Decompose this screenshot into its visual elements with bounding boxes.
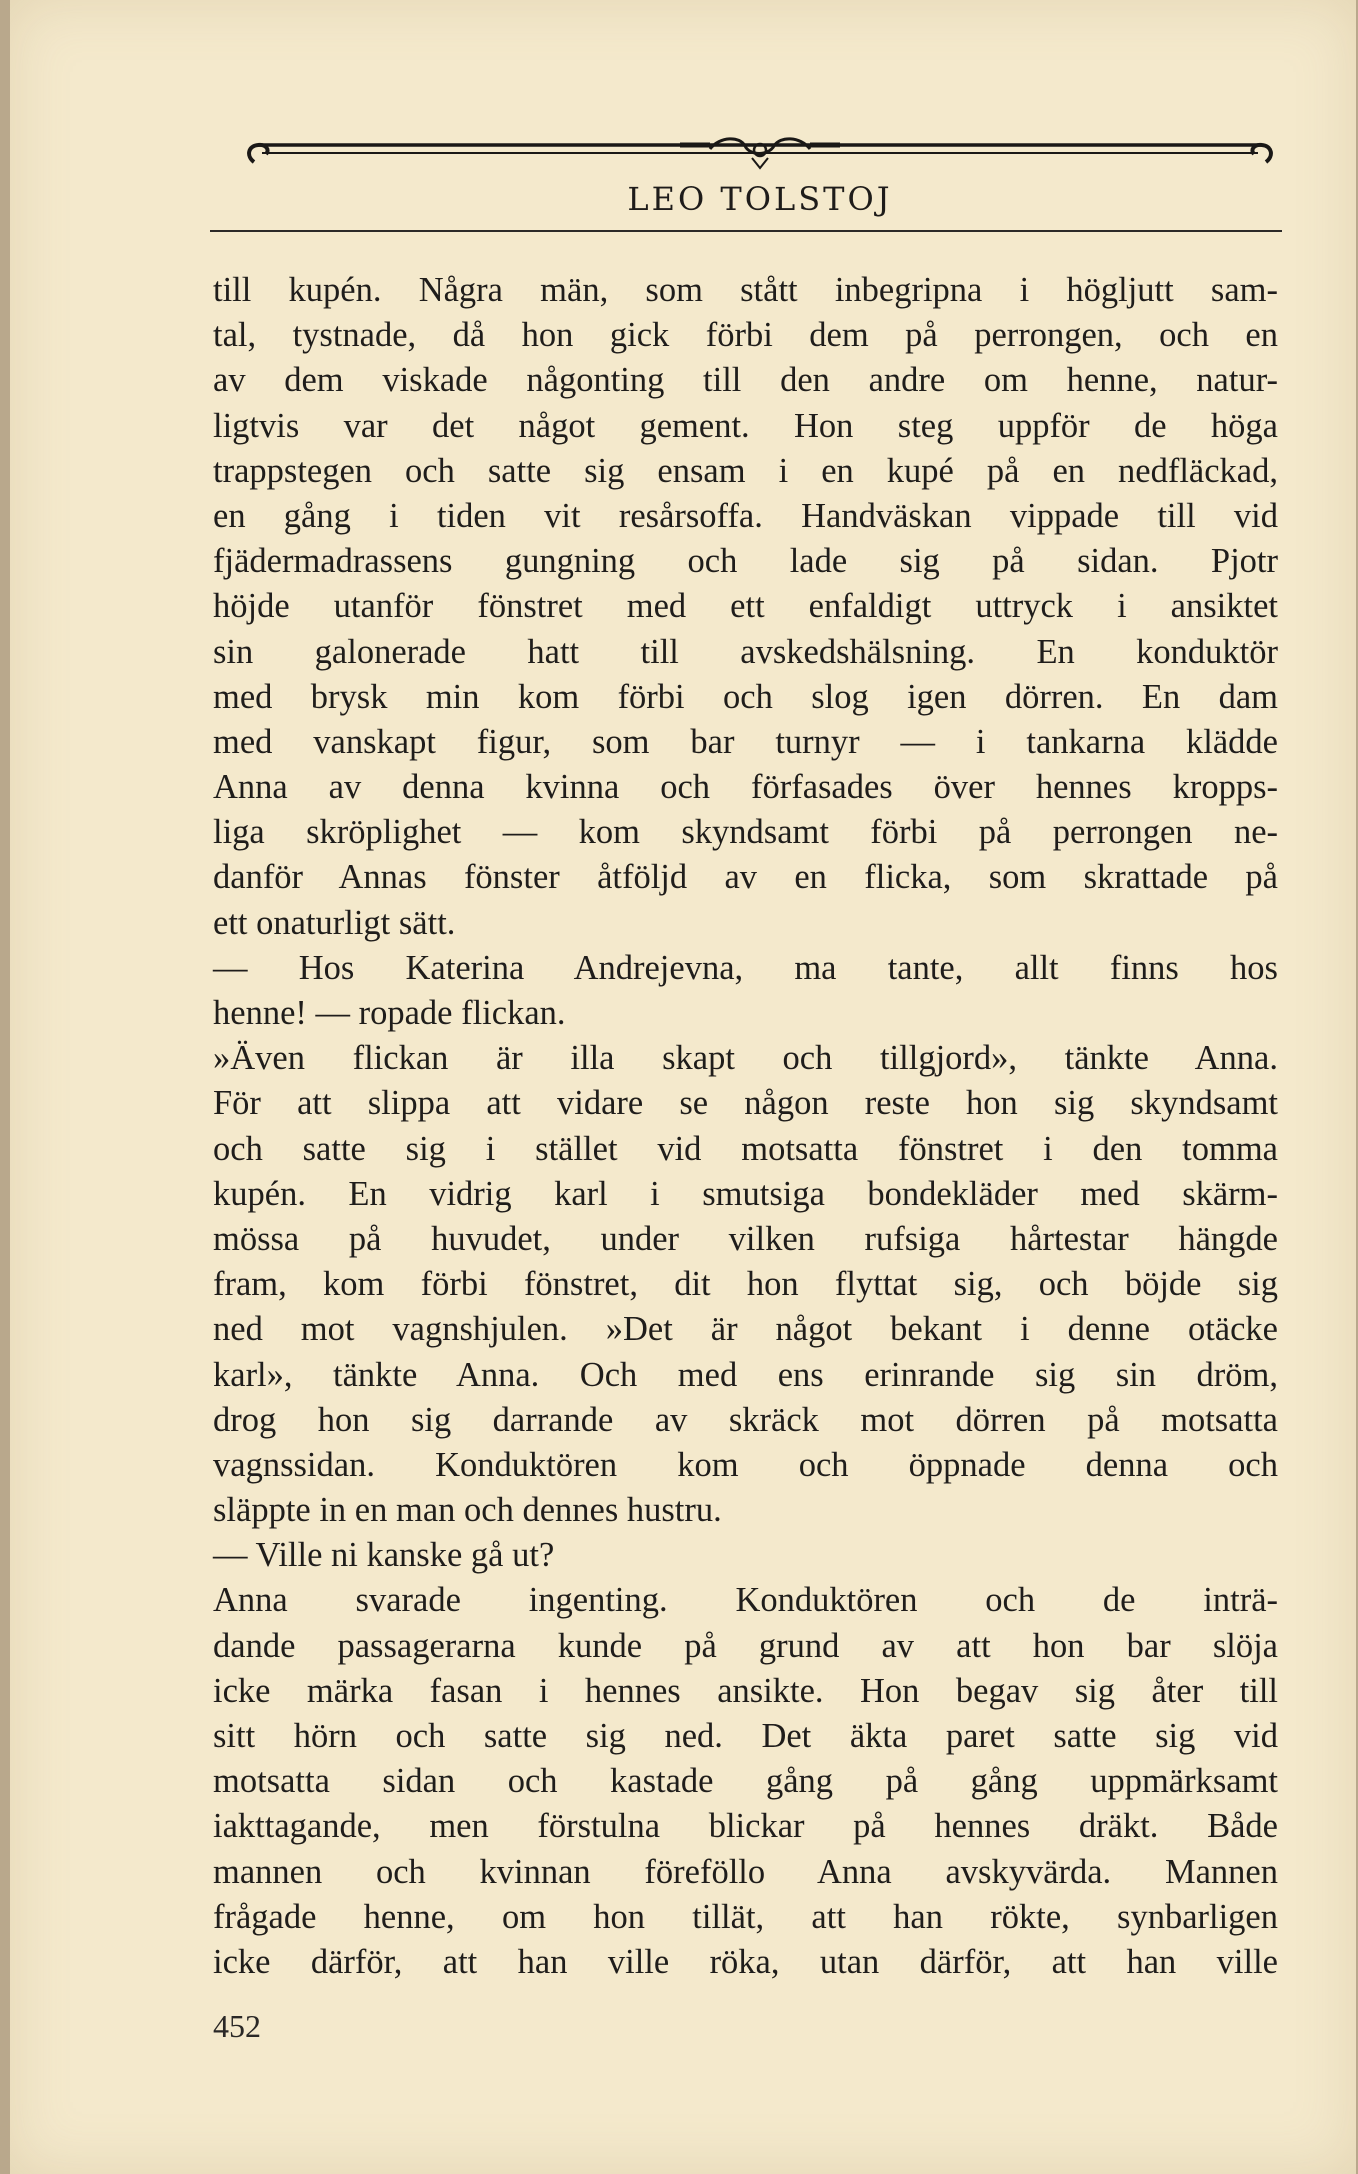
text-line: till kupén. Några män, som stått inbegripna i högljutt sam- — [213, 271, 1278, 309]
text-line: henne! — ropade flickan. — [213, 994, 566, 1032]
text-line: höjde utanför fönstret med ett enfaldigt uttryck i ansiktet — [213, 587, 1278, 626]
text-line: sitt hörn och satte sig ned. Det äkta paret satte sig vid — [213, 1717, 1278, 1755]
text-line: Anna av denna kvinna och förfasades över hennes kropps- — [213, 768, 1278, 807]
header-divider — [210, 230, 1282, 232]
text-line: — Hos Katerina Andrejevna, ma tante, allt finns hos — [213, 948, 1278, 987]
text-line: Anna svarade ingenting. Konduktören och de inträ- — [213, 1581, 1278, 1620]
text-line: icke märka fasan i hennes ansikte. Hon begav sig åter till — [213, 1671, 1278, 1710]
text-line: mössa på huvudet, under vilken rufsiga hårtestar hängde — [213, 1219, 1278, 1258]
text-line: »Även flickan är illa skapt och tillgjord», tänkte Anna. — [213, 1039, 1278, 1078]
text-line: en gång i tiden vit resårsoffa. Handväskan vippade till vid — [213, 496, 1278, 535]
text-line: fram, kom förbi fönstret, dit hon flyttat sig, och böjde sig — [213, 1265, 1278, 1304]
body-text — [213, 268, 1278, 1985]
text-line: mannen och kvinnan föreföllo Anna avskyvärda. Mannen — [213, 1852, 1278, 1891]
text-line: släppte in en man och dennes hustru. — [213, 1491, 722, 1530]
text-line: och satte sig i stället vid motsatta fönstret i den tomma — [213, 1129, 1278, 1168]
text-line: sin galonerade hatt till avskedshälsning. En konduktör — [213, 632, 1278, 671]
text-line: vagnssidan. Konduktören kom och öppnade denna och — [213, 1445, 1278, 1484]
text-line: tal, tystnade, då hon gick förbi dem på perrongen, och en — [213, 316, 1278, 355]
text-line: motsatta sidan och kastade gång på gång uppmärksamt — [213, 1762, 1278, 1801]
text-line: fjädermadrassens gungning och lade sig på sidan. Pjotr — [213, 542, 1278, 581]
book-page — [10, 0, 1356, 2174]
text-line: ett onaturligt sätt. — [213, 903, 456, 942]
text-line: icke därför, att han ville röka, utan därför, att han ville — [213, 1942, 1278, 1981]
text-line: kupén. En vidrig karl i smutsiga bondekläder med skärm- — [213, 1174, 1278, 1213]
text-line: av dem viskade någonting till den andre om henne, natur- — [213, 361, 1278, 400]
text-line: iakttagande, men förstulna blickar på hennes dräkt. Både — [213, 1807, 1278, 1846]
text-line: danför Annas fönster åtföljd av en flicka, som skrattade på — [213, 858, 1278, 897]
text-line: — Ville ni kanske gå ut? — [213, 1536, 555, 1575]
text-line: trappstegen och satte sig ensam i en kupé på en nedfläckad, — [213, 451, 1278, 490]
text-line: drog hon sig darrande av skräck mot dörren på motsatta — [213, 1400, 1278, 1439]
text-line: karl», tänkte Anna. Och med ens erinrande sig sin dröm, — [213, 1355, 1278, 1394]
text-line: dande passagerarna kunde på grund av att hon bar slöja — [213, 1626, 1278, 1665]
text-line: frågade henne, om hon tillät, att han rökte, synbarligen — [213, 1897, 1278, 1936]
page-number: 452 — [213, 2008, 261, 2044]
text-line: ned mot vagnshjulen. »Det är något bekant i denne otäcke — [213, 1310, 1278, 1349]
text-line: med brysk min kom förbi och slog igen dörren. En dam — [213, 677, 1278, 716]
text-line: med vanskapt figur, som bar turnyr — i tankarna klädde — [213, 722, 1278, 761]
text-line: För att slippa att vidare se någon reste hon sig skyndsamt — [213, 1084, 1278, 1123]
running-title: LEO TOLSTOJ — [627, 180, 893, 218]
text-line: liga skröplighet — kom skyndsamt förbi på perrongen ne- — [213, 813, 1278, 852]
text-line: ligtvis var det något gement. Hon steg uppför de höga — [213, 406, 1278, 445]
